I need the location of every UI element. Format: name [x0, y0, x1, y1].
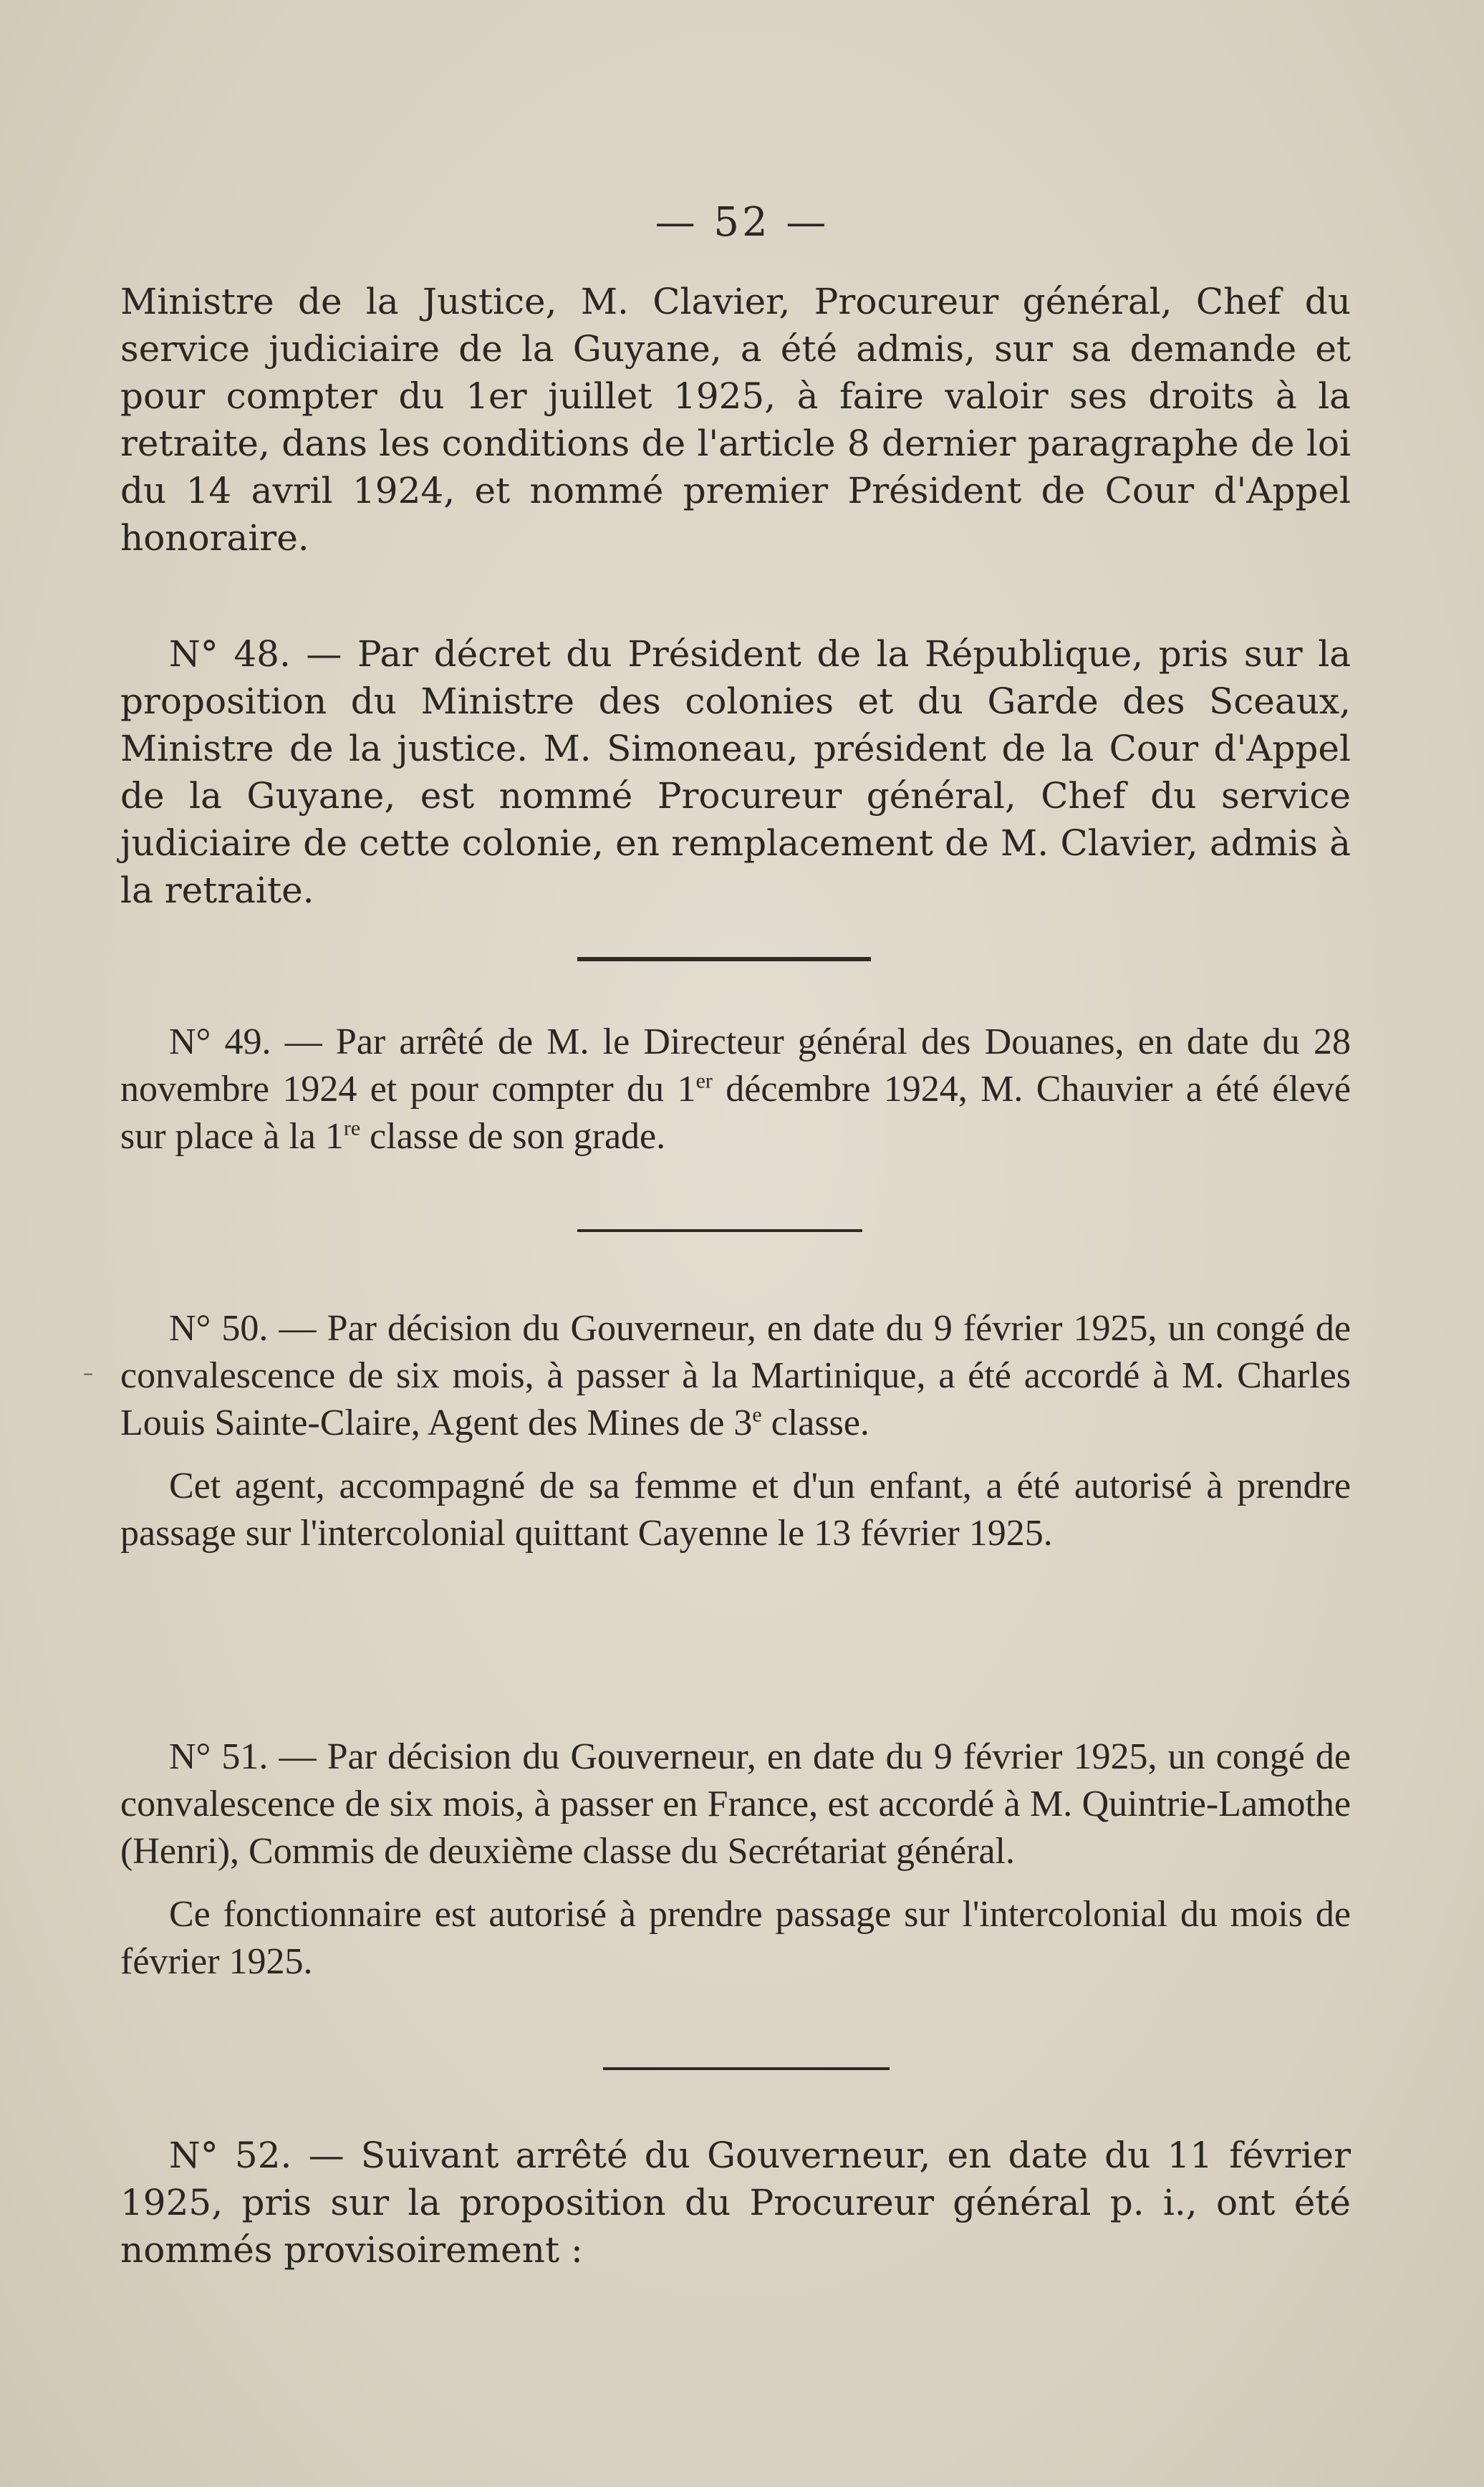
section-divider-ornamental	[603, 2067, 890, 2070]
notice-48	[120, 630, 1351, 914]
notice-51	[120, 1733, 1351, 1986]
notice-52	[120, 2132, 1351, 2274]
notice-49	[120, 1019, 1351, 1160]
notice-49-part3: classe de son grade.	[360, 1116, 666, 1157]
notice-50	[120, 1305, 1351, 1557]
notice-50-sup: e	[752, 1403, 762, 1427]
notice-50-second-paragraph: Cet agent, accompagné de sa femme et d'un enfant, a été autorisé à prendre passage sur l'intercolonial quittant Cayenne le 13 février 1925.	[120, 1466, 1351, 1554]
notice-52-text: N° 52. — Suivant arrêté du Gouverneur, en date du 11 février 1925, pris sur la proposition du Procureur général p. i., ont été nommés provisoirement :	[120, 2135, 1351, 2271]
notice-50-part1: N° 50. — Par décision du Gouverneur, en date du 9 février 1925, un congé de convalescence de six mois, à passer à la Martinique, a été accordé à M. Charles Louis Sainte-Claire, Agent des Mines de 3	[120, 1308, 1351, 1443]
notice-48-text: N° 48. — Par décret du Président de la République, pris sur la proposition du Ministre des colonies et du Garde des Sceaux, Ministre de la justice. M. Simoneau, président de la Cour d'Appel de la Guyane, est nommé Procureur général, Chef du service judiciaire de cette colonie, en remplacement de M. Clavier, admis à la retraite.	[120, 633, 1351, 911]
notice-47-continuation	[120, 278, 1351, 562]
notice-51-second-paragraph: Ce fonctionnaire est autorisé à prendre passage sur l'intercolonial du mois de février 1925.	[120, 1894, 1351, 1982]
notice-49-sup1: er	[695, 1069, 713, 1093]
notice-47-text: Ministre de la Justice, M. Clavier, Procureur général, Chef du service judiciaire de la Guyane, a été admis, sur sa demande et pour compter du 1er juillet 1925, à faire valoir ses droits à la retraite, dans les conditions de l'article 8 dernier paragraphe de loi du 14 avril 1924, et nommé premier Président de Cour d'Appel honoraire.	[120, 281, 1351, 559]
notice-49-text	[120, 1019, 1351, 1160]
section-divider-thin	[577, 1229, 862, 1232]
notice-49-part2: décembre 1924, M. Chauvier a été élevé sur place à la 1	[120, 1069, 1351, 1157]
section-divider-thick	[577, 957, 871, 961]
notice-49-sup2: re	[343, 1116, 361, 1140]
page-number: — 52 —	[655, 199, 829, 246]
notice-50-part2: classe.	[761, 1403, 869, 1443]
notice-51-text: N° 51. — Par décision du Gouverneur, en date du 9 février 1925, un congé de convalescence de six mois, à passer en France, est accordé à M. Quintrie-Lamothe (Henri), Commis de deuxième classe du Secrétariat général.	[120, 1736, 1351, 1872]
notice-50-text	[120, 1305, 1351, 1447]
notice-49-part1: N° 49. — Par arrêté de M. le Directeur général des Douanes, en date du 28 novembre 1924 et pour compter du 1	[120, 1021, 1351, 1110]
margin-mark: –	[83, 1361, 93, 1385]
